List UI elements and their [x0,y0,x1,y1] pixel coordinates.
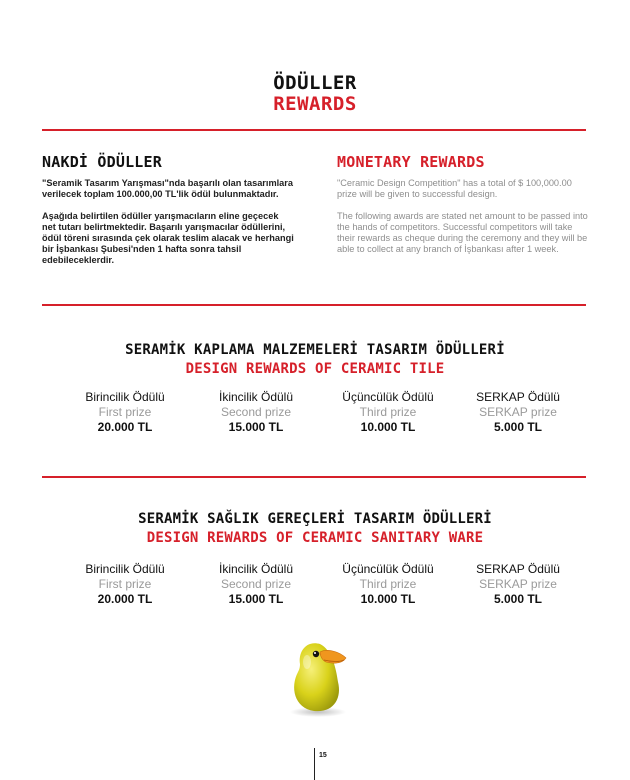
prize-label-tr: Birincilik Ödülü [85,562,165,576]
tile-prize-3 [323,390,453,435]
divider-lower [42,476,586,478]
yellow-bird-illustration [280,632,358,718]
sanitary-section-title-tr: SERAMİK SAĞLIK GEREÇLERİ TASARIM ÖDÜLLERİ [138,511,492,527]
monetary-tr-para2: Aşağıda belirtilen ödüller yarışmacıların eline geçecek net tutarı belirtmektedir. Başarılı yarışmacılar ödüllerini, ödül töreni sırasında çek olarak teslim alacak ve herhangi bir İşbankası Şubesi'nden 1 hafta sonra tahsil edebileceklerdir. [42,211,294,265]
prize-label-en: SERKAP prize [479,577,557,591]
prize-label-en: Third prize [359,577,417,591]
prize-label-tr: SERKAP Ödülü [476,562,560,576]
tile-prize-1 [60,390,190,435]
prize-amount: 10.000 TL [360,592,416,606]
divider-middle [42,304,586,306]
prize-label-tr: Üçüncülük Ödülü [342,562,434,576]
monetary-tr-title: NAKDİ ÖDÜLLER [42,153,162,171]
page-title-en: REWARDS [273,93,357,115]
tile-prize-2 [191,390,321,435]
divider-top [42,129,586,131]
monetary-tr-para1: "Seramik Tasarım Yarışması"nda başarılı olan tasarımlara verilecek toplam 100.000,00 TL'lik ödül bulunmaktadır. [42,178,293,199]
prize-amount: 15.000 TL [228,420,284,434]
prize-amount: 20.000 TL [97,592,153,606]
monetary-en-column [337,153,589,255]
monetary-en-title: MONETARY REWARDS [337,153,485,171]
prize-amount: 10.000 TL [360,420,416,434]
tile-section-title-tr: SERAMİK KAPLAMA MALZEMELERİ TASARIM ÖDÜLLERİ [125,342,505,358]
prize-amount: 20.000 TL [97,420,153,434]
sanitary-prize-4 [453,562,583,607]
prize-label-en: First prize [98,405,152,419]
prize-label-en: SERKAP prize [479,405,557,419]
prize-label-tr: SERKAP Ödülü [476,390,560,404]
prize-amount: 15.000 TL [228,592,284,606]
prize-label-tr: Birincilik Ödülü [85,390,165,404]
sanitary-prize-1 [60,562,190,607]
bird-eye [313,651,319,657]
sanitary-prize-3 [323,562,453,607]
prize-label-en: Third prize [359,405,417,419]
sanitary-prize-2 [191,562,321,607]
prize-label-en: Second prize [220,405,292,419]
prize-label-tr: İkincilik Ödülü [218,390,294,404]
prize-amount: 5.000 TL [493,592,543,606]
prize-amount: 5.000 TL [493,420,543,434]
prize-label-tr: Üçüncülük Ödülü [342,390,434,404]
prize-label-tr: İkincilik Ödülü [218,562,294,576]
prize-label-en: First prize [98,577,152,591]
sanitary-section-title-en: DESIGN REWARDS OF CERAMIC SANITARY WARE [146,530,484,546]
bird-eye-highlight [314,652,316,654]
monetary-en-para2: The following awards are stated net amount to be passed into the hands of competitors. Successful competitors will take their rewards as cheque during the ceremony and they will be able to collect at any branch of İşbankası after 1 week. [337,211,588,254]
tile-section-title-en: DESIGN REWARDS OF CERAMIC TILE [185,361,445,377]
prize-label-en: Second prize [220,577,292,591]
page-title-tr: ÖDÜLLER [273,72,357,94]
tile-prize-4 [453,390,583,435]
bird-highlight [303,655,311,669]
monetary-tr-column [42,153,294,266]
page-number: 15 [319,752,327,759]
monetary-en-para1: "Ceramic Design Competition" has a total of $ 100,000.00 prize will be given to successful design. [337,178,572,199]
footer-divider [314,748,315,780]
